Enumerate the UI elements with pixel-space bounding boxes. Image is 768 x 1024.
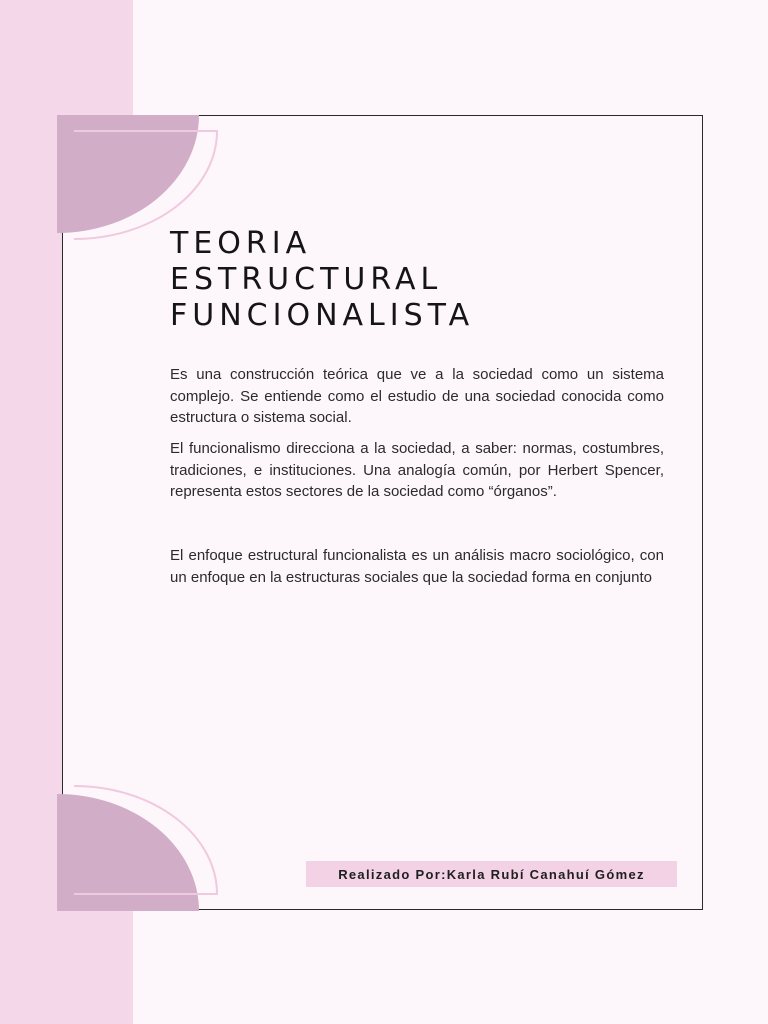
paragraph-2: El funcionalismo direcciona a la sociedad, a saber: normas, costumbres, tradiciones, e instituciones. Una analogía común, por Herbert Spencer, representa estos sectores de la sociedad como “órganos”.	[170, 440, 664, 500]
author-tag	[306, 861, 677, 887]
author-credit: Realizado Por:Karla Rubí Canahuí Gómez	[338, 866, 645, 882]
title-line-2: ESTRUCTURAL	[170, 262, 443, 297]
title-line-3: FUNCIONALISTA	[170, 298, 475, 333]
title-line-1: TEORIA	[170, 226, 312, 261]
document-title	[170, 226, 474, 334]
paragraph-1: Es una construcción teórica que ve a la sociedad como un sistema complejo. Se entiende como el estudio de una sociedad conocida como estructura o sistema social.	[170, 366, 664, 426]
paragraph-3: El enfoque estructural funcionalista es un análisis macro sociológico, con un enfoque en la estructuras sociales que la sociedad forma en conjunto	[170, 547, 664, 586]
top-quarter-circle	[57, 115, 199, 233]
